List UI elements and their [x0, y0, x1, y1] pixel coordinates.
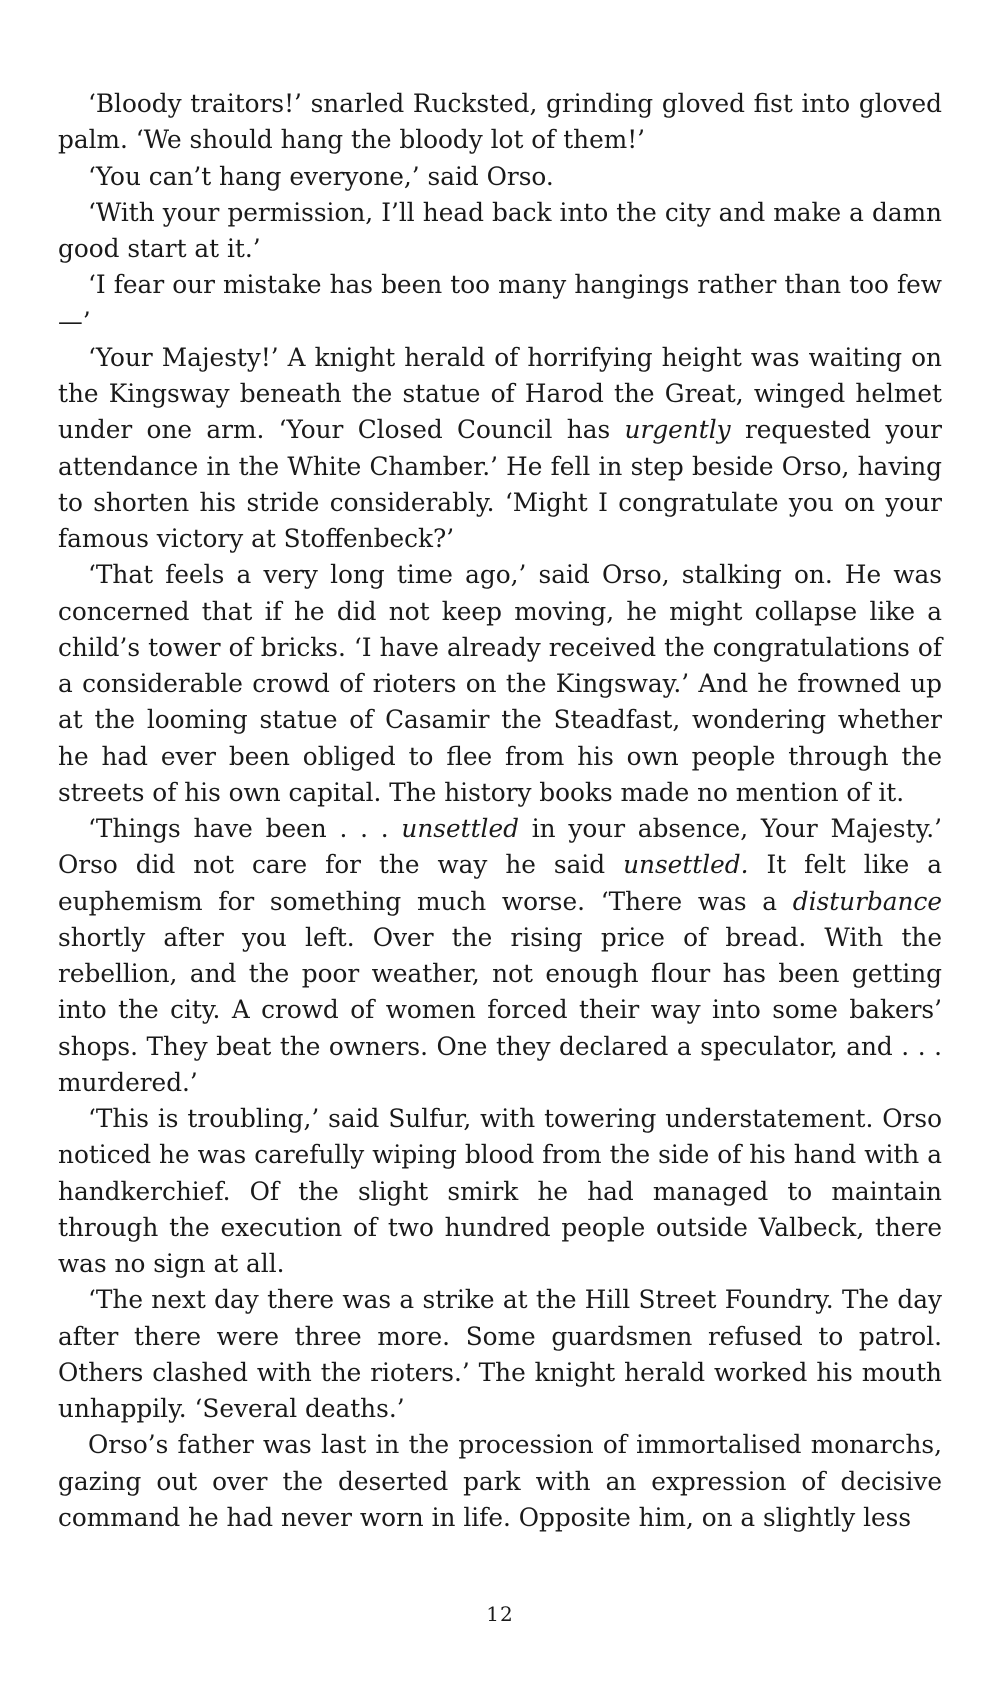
emphasis-unsettled: unsettled — [401, 814, 519, 843]
page-number: 12 — [486, 1602, 514, 1626]
paragraph-7: ‘Things have been . . . unsettled in your absence, Your Majesty.’ Orso did not care for the way he said unsettled. It felt like a euphemism for something much worse. ‘There was a disturbance shortly after you left. Over the rising price of bread. With the rebellion, and the poor weather, not enough flour has been getting into the city. A crowd of women forced their way into some bakers’ shops. They beat the owners. One they declared a speculator, and . . . murdered.’ — [58, 814, 943, 1097]
paragraph-3: ‘With your permission, I’ll head back into the city and make a damn good start at it.’ — [58, 197, 942, 263]
paragraph-10: Orso’s father was last in the procession of immortalised monarchs, gazing out over the deserted park with an expression of decisive command he had never worn in life. Opposite him, on a slightly less — [58, 1430, 942, 1532]
paragraph-4: ‘I fear our mistake has been too many hangings rather than too few—’ — [58, 270, 942, 336]
paragraph-6: ‘That feels a very long time ago,’ said Orso, stalking on. He was concerned that if he did not keep moving, he might collapse like a child’s tower of bricks. ‘I have already received the congratulations of a considerable crowd of rioters on the Kingsway.’ And he frowned up at the looming statue of Casamir the Steadfast, wondering whether he had ever been obliged to flee from his own people through the streets of his own capital. The history books made no mention of it. — [58, 560, 942, 807]
body-text — [58, 86, 942, 1536]
emphasis-urgently: urgently — [624, 415, 731, 445]
paragraph-5: ‘Your Majesty!’ A knight herald of horrifying height was waiting on the Kingsway beneath the statue of Harod the Great, winged helmet under one arm. ‘Your Closed Council has urgently requested your attendance in the White Chamber.’ He fell in step beside Orso, having to shorten his stride considerably. ‘Might I congratulate you on your famous victory at Stoffenbeck?’ — [58, 342, 942, 553]
paragraph-9: ‘The next day there was a strike at the Hill Street Foundry. The day after there were three more. Some guardsmen refused to patrol. Others clashed with the rioters.’ The knight herald worked his mouth unhappily. ‘Several deaths.’ — [58, 1285, 942, 1423]
paragraph-1: ‘Bloody traitors!’ snarled Rucksted, grinding gloved fist into gloved palm. ‘We should hang the bloody lot of them!’ — [58, 89, 942, 155]
paragraph-2: ‘You can’t hang everyone,’ said Orso. — [88, 161, 554, 191]
emphasis-disturbance: disturbance — [792, 886, 942, 916]
emphasis-unsettled-2: unsettled. — [623, 850, 749, 880]
paragraph-8: ‘This is troubling,’ said Sulfur, with towering understatement. Orso noticed he was carefully wiping blood from the side of his hand with a handkerchief. Of the slight smirk he had managed to maintain through the execution of two hundred people outside Valbeck, there was no sign at all. — [58, 1104, 942, 1278]
